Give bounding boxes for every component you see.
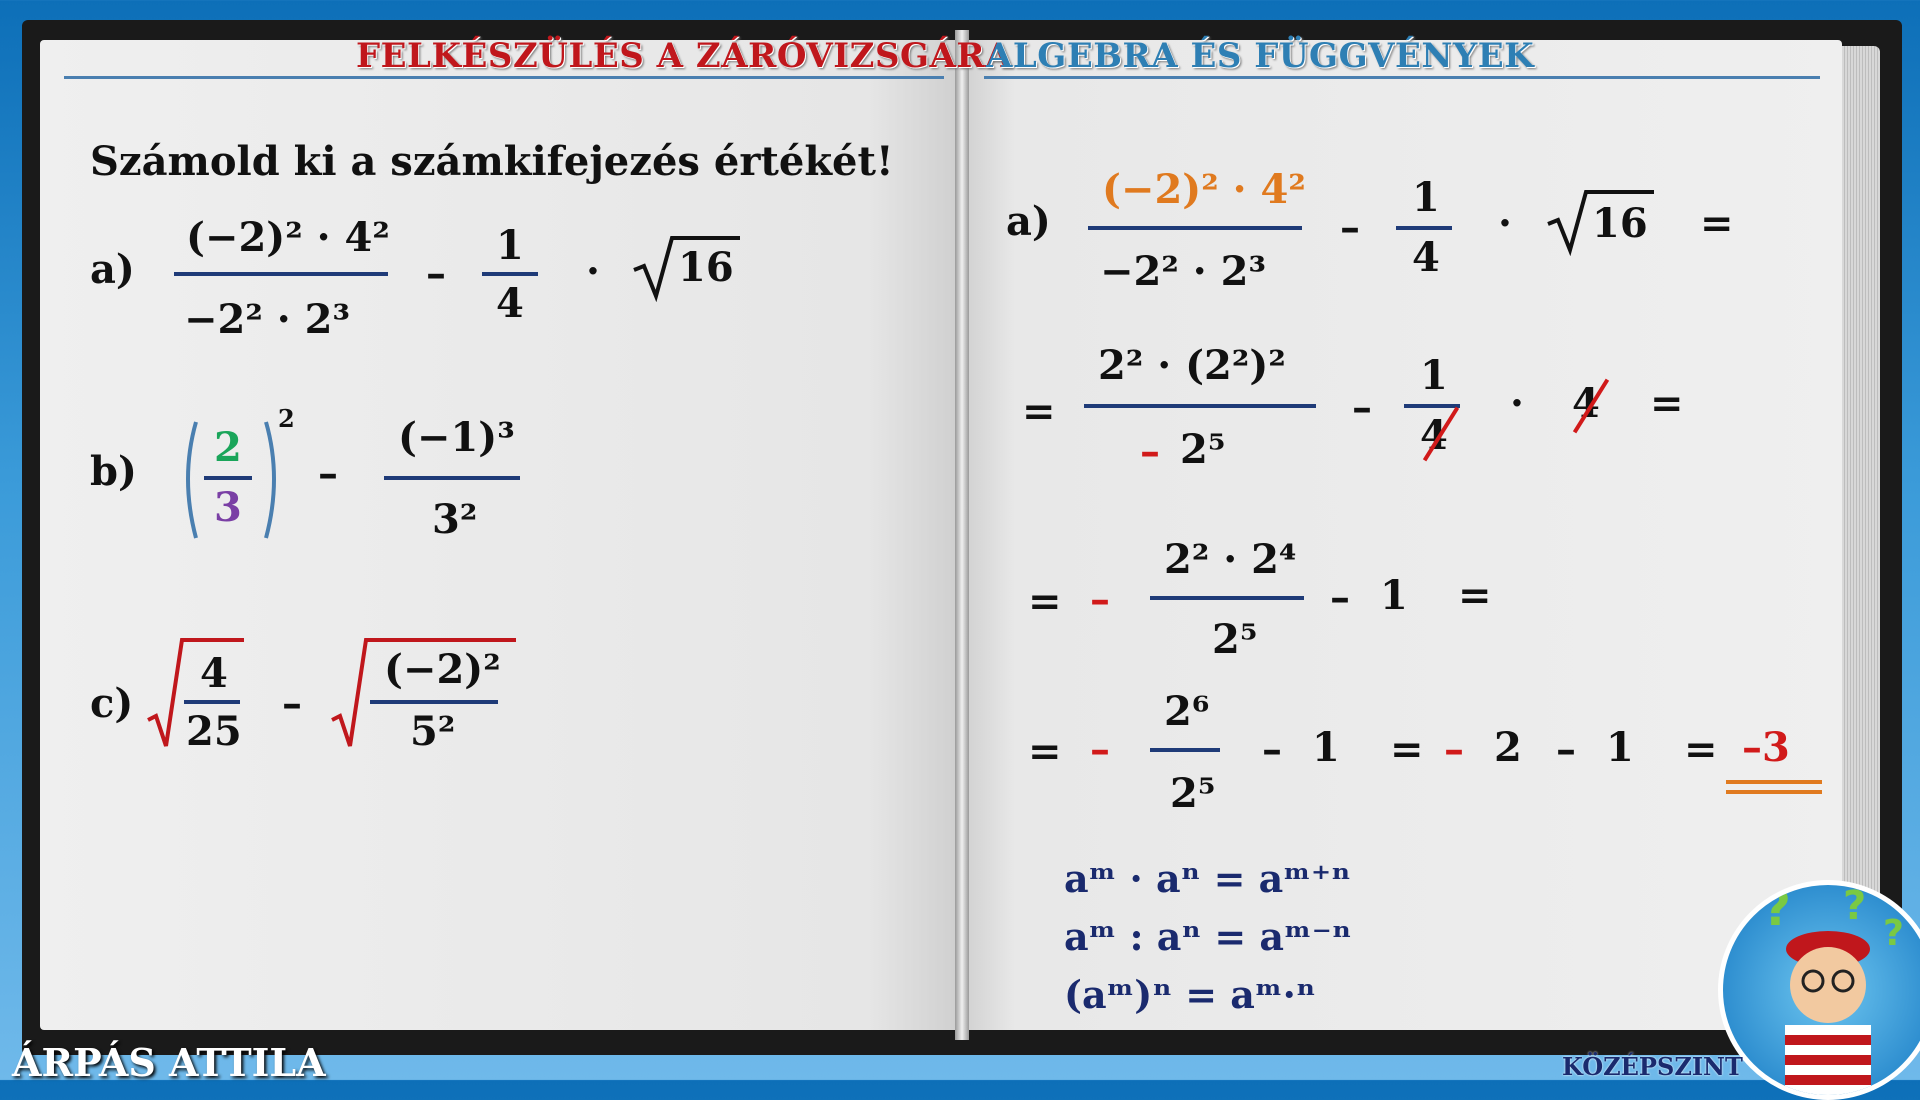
solution-line4-equals: = xyxy=(1028,728,1062,775)
task-b-denominator: 3² xyxy=(432,496,478,543)
solution-line2-value: 4 xyxy=(1572,380,1600,427)
task-a-frac-den: 4 xyxy=(496,280,524,327)
solution-line1-denominator: −2² · 2³ xyxy=(1100,248,1266,295)
solution-line2-equals2: = xyxy=(1650,380,1684,427)
solution-line4-one2: 1 xyxy=(1606,724,1634,771)
task-b-inner-numerator: 2 xyxy=(214,424,242,471)
solution-line4-minus: – xyxy=(1262,726,1282,773)
svg-text:?: ? xyxy=(1883,913,1904,954)
solution-line2-equals: = xyxy=(1022,388,1056,435)
book-spine xyxy=(955,30,969,1040)
task-b-label: b) xyxy=(90,448,137,495)
solution-line2-frac-den: 4 xyxy=(1420,412,1448,459)
task-c-minus: – xyxy=(282,680,302,727)
svg-text:?: ? xyxy=(1763,885,1791,937)
mascot-illustration xyxy=(1723,885,1920,1095)
solution-line2-frac-bar xyxy=(1404,404,1460,408)
solution-line3-bar xyxy=(1150,596,1304,600)
solution-line3-numerator: 2² · 2⁴ xyxy=(1164,536,1297,583)
solution-line2-den-sign: – xyxy=(1140,428,1160,475)
solution-line2-dot: · xyxy=(1510,380,1524,427)
solution-line1-frac-num: 1 xyxy=(1412,174,1440,221)
task-a-frac-bar xyxy=(482,272,538,276)
solution-line2-frac-num: 1 xyxy=(1420,352,1448,399)
task-b-minus: – xyxy=(318,450,338,497)
solution-line1-bar xyxy=(1088,226,1302,230)
solution-line1-frac-bar xyxy=(1396,226,1452,230)
task-b-fraction-bar xyxy=(384,476,520,480)
solution-line4-equals3: = xyxy=(1684,726,1718,773)
solution-line4-two: 2 xyxy=(1494,724,1522,771)
solution-line4-sign: – xyxy=(1090,726,1110,773)
solution-line4-one: 1 xyxy=(1312,724,1340,771)
level-label: KÖZÉPSZINT xyxy=(1562,1052,1743,1081)
solution-line4-denominator: 2⁵ xyxy=(1170,770,1216,817)
answer-underline-2 xyxy=(1726,790,1822,794)
solution-line2-denominator: 2⁵ xyxy=(1180,426,1226,473)
solution-a-label: a) xyxy=(1006,198,1051,245)
task-b-exponent: 2 xyxy=(278,404,295,433)
task-a-label: a) xyxy=(90,246,135,293)
task-b-inner-denominator: 3 xyxy=(214,484,242,531)
task-a-fraction-bar xyxy=(174,272,388,276)
task-b-numerator: (−1)³ xyxy=(398,414,515,461)
task-a-minus: – xyxy=(426,250,446,297)
task-c-sqrt2-numerator: (−2)² xyxy=(384,646,501,693)
task-a-dot: · xyxy=(586,248,600,295)
right-header-title: ALGEBRA ÉS FÜGGVÉNYEK xyxy=(986,36,1535,76)
instruction-text: Számold ki a számkifejezés értékét! xyxy=(90,138,894,185)
task-b-inner-bar xyxy=(204,476,252,480)
solution-line3-equals2: = xyxy=(1458,572,1492,619)
solution-line3-sign: – xyxy=(1090,576,1110,623)
task-c-sqrt2-denominator: 5² xyxy=(410,708,456,755)
author-name: ÁRPÁS ATTILA xyxy=(12,1040,326,1085)
task-a-numerator: (−2)² · 4² xyxy=(186,214,390,261)
solution-line4-sign2: – xyxy=(1444,726,1464,773)
task-c-sqrt1-bar xyxy=(184,700,240,704)
svg-text:?: ? xyxy=(1843,885,1867,929)
solution-line2-bar xyxy=(1084,404,1316,408)
solution-line2-numerator: 2² · (2²)² xyxy=(1098,342,1286,389)
solution-line3-minus: – xyxy=(1330,574,1350,621)
task-a-frac-num: 1 xyxy=(496,222,524,269)
exponent-rule-power: (aᵐ)ⁿ = aᵐ·ⁿ xyxy=(1064,972,1316,1017)
solution-line3-one: 1 xyxy=(1380,572,1408,619)
task-c-sqrt1-numerator: 4 xyxy=(200,650,228,697)
solution-line2-minus: – xyxy=(1352,384,1372,431)
right-header-rule xyxy=(984,76,1820,79)
solution-line4-bar xyxy=(1150,748,1220,752)
solution-line4-equals2: = xyxy=(1390,726,1424,773)
task-a-denominator: −2² · 2³ xyxy=(184,296,350,343)
solution-line1-frac-den: 4 xyxy=(1412,234,1440,281)
task-a-sqrt-arg: 16 xyxy=(678,244,734,291)
solution-line1-minus: – xyxy=(1340,204,1360,251)
solution-line3-equals: = xyxy=(1028,578,1062,625)
solution-line1-dot: · xyxy=(1498,200,1512,247)
mascot-thinking-boy-image xyxy=(1718,880,1920,1100)
page-edges xyxy=(1842,46,1880,1026)
exponent-rule-product: aᵐ · aⁿ = aᵐ⁺ⁿ xyxy=(1064,856,1351,901)
solution-line4-minus2: – xyxy=(1556,726,1576,773)
answer-underline-1 xyxy=(1726,780,1822,784)
solution-line1-numerator: (−2)² · 4² xyxy=(1102,166,1306,213)
left-header-title: FELKÉSZÜLÉS A ZÁRÓVIZSGÁRA xyxy=(356,36,1013,76)
solution-line1-sqrt-arg: 16 xyxy=(1592,200,1648,247)
final-answer: –3 xyxy=(1742,724,1790,771)
task-c-sqrt1-denominator: 25 xyxy=(186,708,242,755)
solution-line3-denominator: 2⁵ xyxy=(1212,616,1258,663)
solution-line4-numerator: 2⁶ xyxy=(1164,688,1210,735)
exponent-rule-quotient: aᵐ : aⁿ = aᵐ⁻ⁿ xyxy=(1064,914,1352,959)
task-c-label: c) xyxy=(90,680,134,727)
task-c-sqrt2-bar xyxy=(370,700,498,704)
left-header-rule xyxy=(64,76,944,79)
solution-line1-equals: = xyxy=(1700,200,1734,247)
